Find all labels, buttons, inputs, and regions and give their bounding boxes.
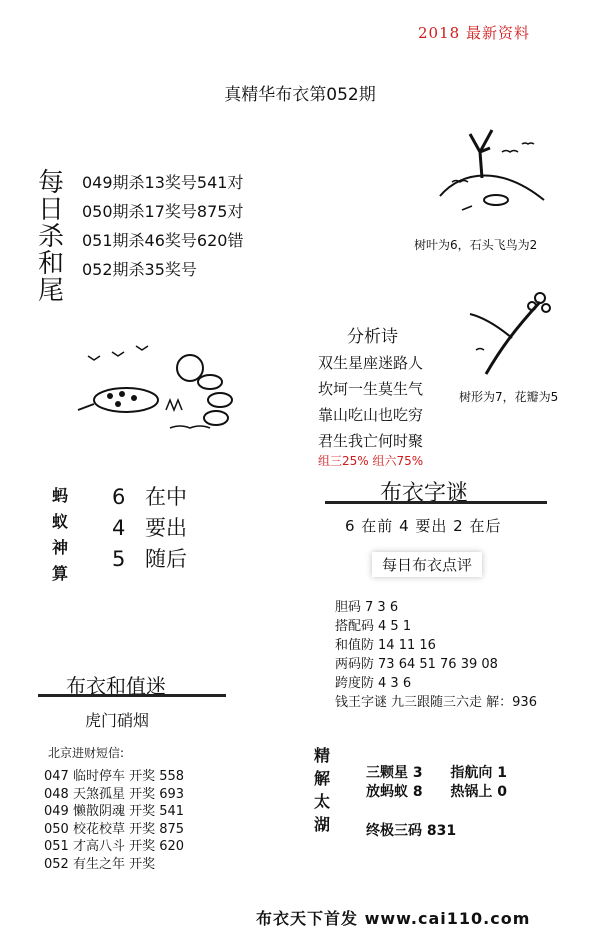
daily-review-heading: 每日布衣点评 (372, 552, 482, 577)
poem-title: 分析诗 (347, 327, 398, 347)
riddle-heading: 布衣字谜 (380, 481, 469, 506)
poem-line: 君生我亡何时聚 (318, 432, 424, 450)
animal-chain-illustration (70, 332, 260, 442)
year-tag: 2018 最新资料 (418, 24, 530, 42)
ant-number: 5 (112, 547, 126, 571)
divider (38, 694, 226, 697)
riddle-answer: 6 在前 4 要出 2 在后 (345, 517, 502, 535)
poem-line: 靠山吃山也吃穷 (318, 406, 424, 424)
jing-jie-label: 精 解 太 湖 (314, 746, 331, 834)
stat-row: 搭配码 4 5 1 (335, 619, 412, 634)
list-item: 049 懒散阴魂 开奖 541 (44, 804, 185, 820)
footer-credit: 布衣天下首发 www.cai110.com (256, 909, 531, 928)
divider (325, 501, 547, 504)
list-item: 051 才高八斗 开奖 620 (44, 839, 185, 855)
list-item: 050期杀17奖号875对 (82, 202, 244, 221)
list-item: 047 临时停车 开奖 558 (44, 769, 185, 784)
beijing-sms-title: 北京进财短信: (48, 746, 125, 760)
flower-branch-illustration (456, 288, 556, 378)
ant-number: 6 (112, 485, 126, 509)
tree-stone-caption: 树叶为6，石头飞鸟为2 (414, 238, 538, 252)
tip-row: 三颗星 3 指航向 1 (366, 765, 507, 781)
daily-kill-list (82, 168, 243, 284)
list-item: 052期杀35奖号 (82, 260, 197, 279)
poem-line: 双生星座迷路人 (318, 354, 424, 372)
poem-lines (318, 350, 423, 454)
list-item: 051期杀46奖号620错 (82, 231, 244, 250)
list-item: 050 校花校草 开奖 875 (44, 821, 185, 837)
list-item: 052 有生之年 开奖 (44, 856, 156, 872)
page-title: 真精华布衣第052期 (224, 85, 376, 105)
tip-row: 放蚂蚁 8 热锅上 0 (366, 784, 507, 800)
ant-calc-label: 蚂 蚁 神 算 (52, 486, 69, 583)
ant-word: 随后 (145, 547, 187, 571)
stat-row: 两码防 73 64 51 76 39 08 (335, 657, 498, 672)
poem-line: 坎坷一生莫生气 (318, 380, 424, 398)
review-stats (335, 598, 537, 712)
stat-row: 跨度防 4 3 6 (335, 676, 412, 691)
value-riddle-heading: 布衣和值迷 (66, 674, 166, 698)
tree-flower-caption: 树形为7，花瓣为5 (459, 390, 559, 404)
ant-word: 在中 (145, 485, 187, 509)
daily-kill-label: 每 日 杀 和 尾 (38, 168, 65, 306)
stat-row: 钱王字谜 九三跟随三六走 解：936 (335, 695, 537, 710)
group-ratio: 组三25% 组六75% (318, 454, 424, 468)
value-riddle-answer: 虎门硝烟 (85, 711, 150, 730)
stat-row: 和值防 14 11 16 (335, 638, 436, 653)
ant-word: 要出 (145, 516, 187, 540)
ant-number: 4 (112, 516, 126, 540)
list-item: 049期杀13奖号541对 (82, 173, 244, 192)
final-three: 终极三码 831 (366, 823, 457, 839)
stat-row: 胆码 7 3 6 (335, 600, 399, 615)
list-item: 048 天煞孤星 开奖 693 (44, 786, 185, 802)
tree-stone-illustration (432, 122, 550, 222)
beijing-sms-list (44, 768, 184, 874)
